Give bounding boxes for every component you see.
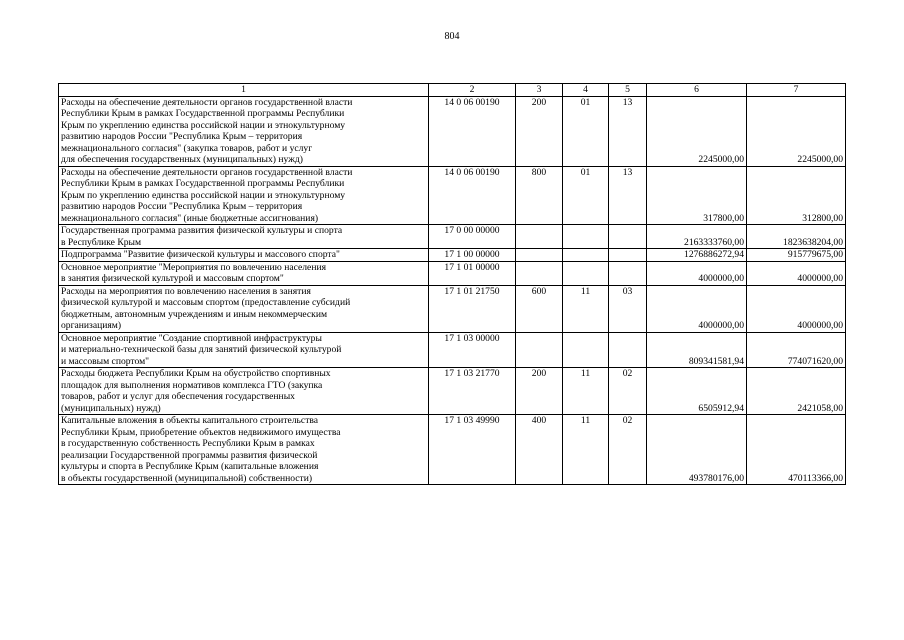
- item-name-cell: Расходы на обеспечение деятельности органов государственной власти Республики Крым в рамках Государственной программы Республики Крым по укреплению единства российской нации и этнокультурному развитию народов России "Республика Крым – территория межнационального согласия" (закупка товаров, работ и услуг для обеспечения государственных (муниципальных) нужд): [59, 96, 429, 166]
- table-row: [59, 285, 846, 332]
- expense-type-cell: 400: [516, 415, 563, 485]
- amount-year2-cell: 2245000,00: [747, 96, 846, 166]
- target-code-cell: 17 1 00 00000: [429, 249, 516, 262]
- subsection-cell: [609, 261, 647, 285]
- subsection-cell: [609, 225, 647, 249]
- amount-year1-cell: 2245000,00: [647, 96, 747, 166]
- expense-type-cell: 800: [516, 166, 563, 225]
- subsection-cell: 02: [609, 368, 647, 415]
- amount-year2-cell: 2421058,00: [747, 368, 846, 415]
- column-header: 5: [609, 84, 647, 97]
- column-header: 1: [59, 84, 429, 97]
- target-code-cell: 17 0 00 00000: [429, 225, 516, 249]
- target-code-cell: 17 1 03 21770: [429, 368, 516, 415]
- column-header: 6: [647, 84, 747, 97]
- item-name-cell: Расходы бюджета Республики Крым на обустройство спортивных площадок для выполнения нормативов комплекса ГТО (закупка товаров, работ и услуг для обеспечения государственных (муниципальных) нужд): [59, 368, 429, 415]
- column-header: 7: [747, 84, 846, 97]
- column-header: 3: [516, 84, 563, 97]
- expense-type-cell: 200: [516, 96, 563, 166]
- item-name-cell: Государственная программа развития физической культуры и спорта в Республике Крым: [59, 225, 429, 249]
- amount-year2-cell: 774071620,00: [747, 332, 846, 368]
- section-cell: [563, 332, 609, 368]
- amount-year2-cell: 312800,00: [747, 166, 846, 225]
- amount-year1-cell: 493780176,00: [647, 415, 747, 485]
- table-row: [59, 166, 846, 225]
- amount-year1-cell: 2163333760,00: [647, 225, 747, 249]
- subsection-cell: [609, 332, 647, 368]
- amount-year2-cell: 470113366,00: [747, 415, 846, 485]
- item-name-cell: Расходы на обеспечение деятельности органов государственной власти Республики Крым в рамках Государственной программы Республики Крым по укреплению единства российской нации и этнокультурному развитию народов России "Республика Крым – территория межнационального согласия" (иные бюджетные ассигнования): [59, 166, 429, 225]
- budget-table: [58, 83, 846, 485]
- header-row: [59, 84, 846, 97]
- table-row: [59, 368, 846, 415]
- column-header: 4: [563, 84, 609, 97]
- table-row: [59, 225, 846, 249]
- section-cell: 01: [563, 96, 609, 166]
- amount-year1-cell: 4000000,00: [647, 285, 747, 332]
- amount-year2-cell: 4000000,00: [747, 261, 846, 285]
- target-code-cell: 17 1 03 00000: [429, 332, 516, 368]
- target-code-cell: 17 1 03 49990: [429, 415, 516, 485]
- subsection-cell: 02: [609, 415, 647, 485]
- column-header: 2: [429, 84, 516, 97]
- section-cell: [563, 261, 609, 285]
- section-cell: [563, 225, 609, 249]
- item-name-cell: Основное мероприятие "Создание спортивной инфраструктуры и материально-технической базы для занятий физической культурой и массовым спортом": [59, 332, 429, 368]
- amount-year2-cell: 4000000,00: [747, 285, 846, 332]
- subsection-cell: 03: [609, 285, 647, 332]
- item-name-cell: Подпрограмма "Развитие физической культуры и массового спорта": [59, 249, 429, 262]
- amount-year1-cell: 1276886272,94: [647, 249, 747, 262]
- table-row: [59, 96, 846, 166]
- subsection-cell: 13: [609, 166, 647, 225]
- section-cell: [563, 249, 609, 262]
- expense-type-cell: [516, 261, 563, 285]
- target-code-cell: 14 0 06 00190: [429, 166, 516, 225]
- item-name-cell: Расходы на мероприятия по вовлечению населения в занятия физической культурой и массовым спортом (предоставление субсидий бюджетным, автономным учреждениям и иным некоммерческим организациям): [59, 285, 429, 332]
- table-row: [59, 332, 846, 368]
- amount-year1-cell: 317800,00: [647, 166, 747, 225]
- section-cell: 11: [563, 415, 609, 485]
- expense-type-cell: [516, 225, 563, 249]
- amount-year1-cell: 4000000,00: [647, 261, 747, 285]
- table-row: [59, 249, 846, 262]
- page-number: 804: [444, 31, 460, 42]
- amount-year2-cell: 915779675,00: [747, 249, 846, 262]
- section-cell: 11: [563, 368, 609, 415]
- subsection-cell: 13: [609, 96, 647, 166]
- subsection-cell: [609, 249, 647, 262]
- target-code-cell: 17 1 01 21750: [429, 285, 516, 332]
- expense-type-cell: 600: [516, 285, 563, 332]
- table-row: [59, 261, 846, 285]
- target-code-cell: 17 1 01 00000: [429, 261, 516, 285]
- expense-type-cell: 200: [516, 368, 563, 415]
- expense-type-cell: [516, 249, 563, 262]
- amount-year1-cell: 809341581,94: [647, 332, 747, 368]
- target-code-cell: 14 0 06 00190: [429, 96, 516, 166]
- expense-type-cell: [516, 332, 563, 368]
- section-cell: 11: [563, 285, 609, 332]
- item-name-cell: Основное мероприятие "Мероприятия по вовлечению населения в занятия физической культурой и массовым спортом": [59, 261, 429, 285]
- table-row: [59, 415, 846, 485]
- section-cell: 01: [563, 166, 609, 225]
- amount-year1-cell: 6505912,94: [647, 368, 747, 415]
- item-name-cell: Капитальные вложения в объекты капитального строительства Республики Крым, приобретение объектов недвижимого имущества в государственную собственность Республики Крым в рамках реализации Государственной программы развития физической культуры и спорта в Республике Крым (капитальные вложения в объекты государственной (муниципальной) собственности): [59, 415, 429, 485]
- amount-year2-cell: 1823638204,00: [747, 225, 846, 249]
